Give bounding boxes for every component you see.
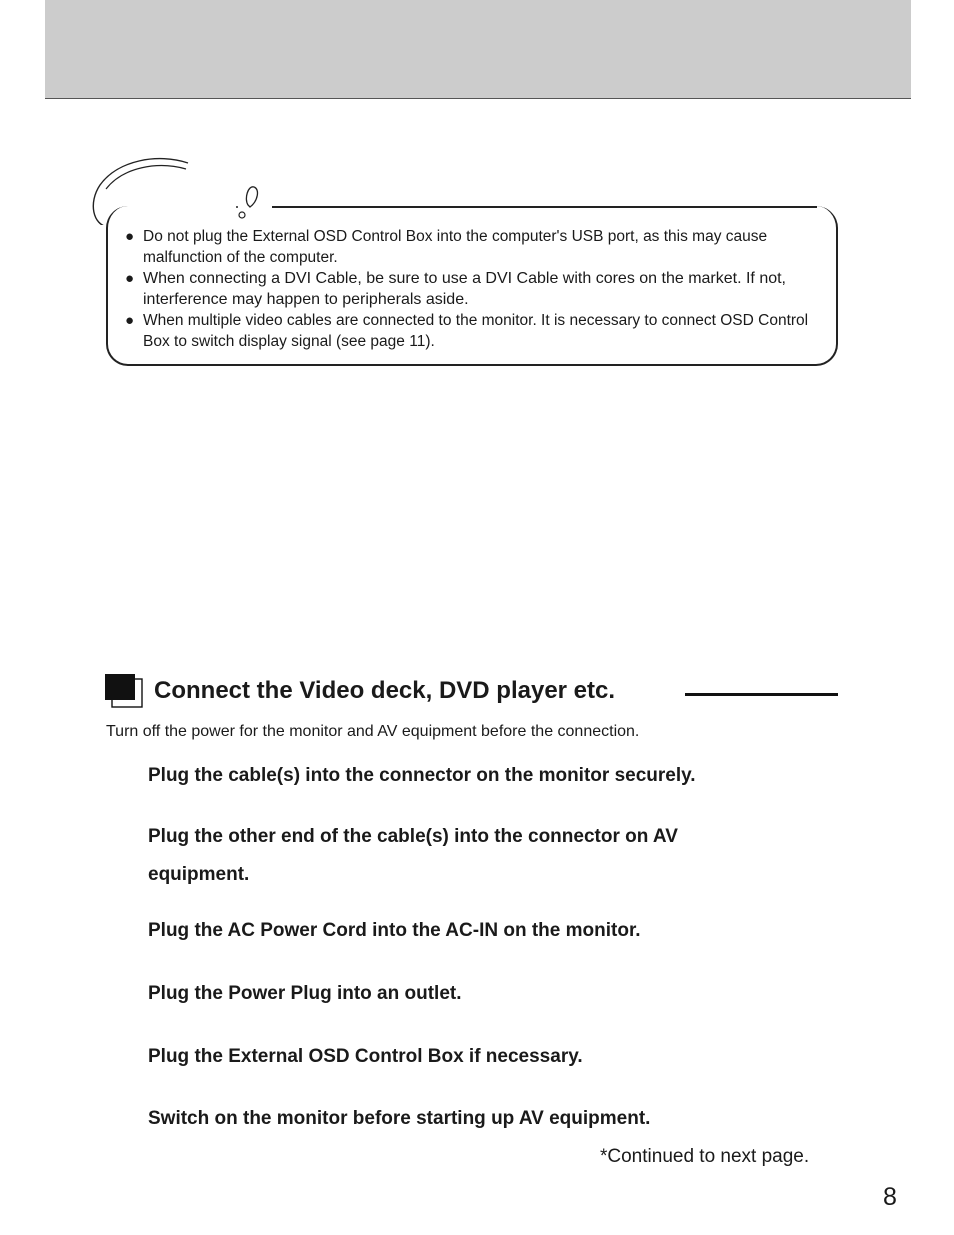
step-3: Plug the AC Power Cord into the AC-IN on the monitor. bbox=[148, 920, 641, 941]
note-item: ● Do not plug the External OSD Control Box into the computer's USB port, as this may cause malfunction of the computer. bbox=[125, 228, 768, 266]
page-number: 8 bbox=[883, 1183, 897, 1211]
bullet-icon: ● bbox=[125, 312, 135, 329]
note-item: ● When multiple video cables are connected to the monitor. It is necessary to connect OSD Control Box to switch display signal (see page 11). bbox=[125, 312, 809, 350]
header-band bbox=[45, 0, 911, 99]
section-square-icon bbox=[104, 673, 144, 709]
bullet-icon: ● bbox=[125, 270, 135, 287]
step-6: Switch on the monitor before starting up AV equipment. bbox=[148, 1108, 651, 1129]
section-intro: Turn off the power for the monitor and AV equipment before the connection. bbox=[106, 723, 640, 740]
note-list bbox=[125, 226, 825, 352]
section-title: Connect the Video deck, DVD player etc. bbox=[154, 677, 616, 704]
step-2: Plug the other end of the cable(s) into the connector on AV bbox=[148, 826, 678, 847]
step-2-continued: equipment. bbox=[148, 864, 250, 885]
note-item: ● When connecting a DVI Cable, be sure to use a DVI Cable with cores on the market. If not, interference may happen to peripherals aside. bbox=[125, 270, 786, 308]
note-box-top-rule bbox=[272, 206, 817, 208]
continued-note: *Continued to next page. bbox=[600, 1146, 810, 1167]
step-4: Plug the Power Plug into an outlet. bbox=[148, 983, 462, 1004]
step-5: Plug the External OSD Control Box if necessary. bbox=[148, 1046, 583, 1067]
section-title-rule bbox=[685, 693, 838, 696]
bullet-icon: ● bbox=[125, 228, 135, 245]
step-1: Plug the cable(s) into the connector on the monitor securely. bbox=[148, 765, 696, 786]
